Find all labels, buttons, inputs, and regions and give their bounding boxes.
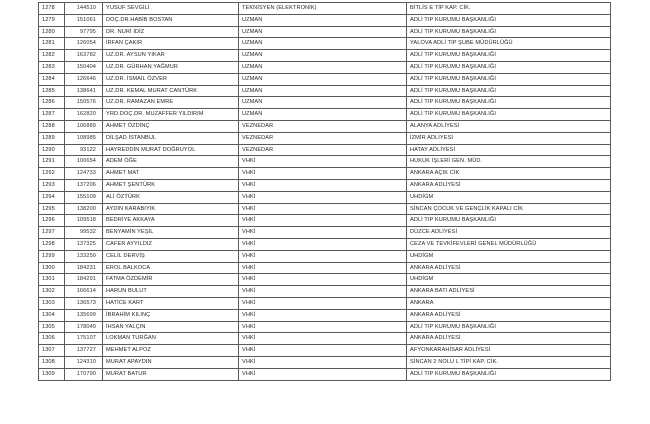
work-unit-cell: ADLİ TIP KURUMU BAŞKANLIĞI [407, 73, 611, 85]
work-unit-cell: İZMİR ADLİYESİ [407, 132, 611, 144]
row-number-cell: 1286 [39, 97, 65, 109]
job-title-cell: VHKİ [239, 333, 407, 345]
registry-number-cell: 126646 [65, 73, 103, 85]
work-unit-cell: HATAY ADLİYESİ [407, 144, 611, 156]
person-name-cell: ALİ ÖZTÜRK [103, 191, 239, 203]
person-name-cell: UZ.DR. İSMAİL ÖZVER [103, 73, 239, 85]
table-row [39, 179, 611, 191]
person-name-cell: CAFER AYYILDIZ [103, 238, 239, 250]
job-title-cell: TEKNİSYEN (ELEKTRONİK) [239, 3, 407, 15]
work-unit-cell: ADLİ TIP KURUMU BAŞKANLIĞI [407, 215, 611, 227]
person-name-cell: LOKMAN TURĞAN [103, 333, 239, 345]
row-number-cell: 1295 [39, 203, 65, 215]
work-unit-cell: UHDİGM [407, 191, 611, 203]
table-row [39, 203, 611, 215]
registry-number-cell: 136573 [65, 297, 103, 309]
registry-number-cell: 93122 [65, 144, 103, 156]
work-unit-cell: ADLİ TIP KURUMU BAŞKANLIĞI [407, 61, 611, 73]
registry-number-cell: 151061 [65, 14, 103, 26]
table-row [39, 191, 611, 203]
person-name-cell: MURAT BATUR [103, 368, 239, 380]
table-row [39, 3, 611, 15]
work-unit-cell: SİNCAN 2 NOLU L TİPİ KAP. CİK. [407, 356, 611, 368]
job-title-cell: VHKİ [239, 321, 407, 333]
person-name-cell: UZ.DR. KEMAL MURAT CANTÜRK [103, 85, 239, 97]
person-name-cell: UZ.DR. RAMAZAN EMRE [103, 97, 239, 109]
table-row [39, 97, 611, 109]
job-title-cell: VHKİ [239, 345, 407, 357]
registry-number-cell: 137206 [65, 179, 103, 191]
work-unit-cell: ADLİ TIP KURUMU BAŞKANLIĞI [407, 14, 611, 26]
job-title-cell: VHKİ [239, 274, 407, 286]
work-unit-cell: ANKARA ADLİYESİ [407, 309, 611, 321]
row-number-cell: 1290 [39, 144, 65, 156]
row-number-cell: 1292 [39, 168, 65, 180]
row-number-cell: 1305 [39, 321, 65, 333]
row-number-cell: 1302 [39, 286, 65, 298]
job-title-cell: VHKİ [239, 156, 407, 168]
table-row [39, 274, 611, 286]
table-row [39, 85, 611, 97]
work-unit-cell: ADLİ TIP KURUMU BAŞKANLIĞI [407, 26, 611, 38]
person-name-cell: İBRAHİM KILINÇ [103, 309, 239, 321]
table-body [39, 3, 611, 381]
person-name-cell: MURAT APAYDIN [103, 356, 239, 368]
job-title-cell: VHKİ [239, 286, 407, 298]
work-unit-cell: UHDİGM [407, 250, 611, 262]
row-number-cell: 1282 [39, 50, 65, 62]
registry-number-cell: 150404 [65, 61, 103, 73]
job-title-cell: VHKİ [239, 297, 407, 309]
work-unit-cell: ANKARA [407, 297, 611, 309]
work-unit-cell: ANKARA ADLİYESİ [407, 179, 611, 191]
person-name-cell: EROL BALKOCA [103, 262, 239, 274]
table-row [39, 61, 611, 73]
personnel-table [38, 2, 611, 381]
work-unit-cell: ANKARA ADLİYESİ [407, 333, 611, 345]
table-row [39, 368, 611, 380]
job-title-cell: VHKİ [239, 191, 407, 203]
registry-number-cell: 184291 [65, 274, 103, 286]
person-name-cell: UZ.DR. AYSUN YIKAR [103, 50, 239, 62]
table-row [39, 262, 611, 274]
row-number-cell: 1294 [39, 191, 65, 203]
row-number-cell: 1307 [39, 345, 65, 357]
row-number-cell: 1308 [39, 356, 65, 368]
work-unit-cell: ADLİ TIP KURUMU BAŞKANLIĞI [407, 50, 611, 62]
work-unit-cell: CEZA VE TEVKİFEVLERİ GENEL MÜDÜRLÜĞÜ [407, 238, 611, 250]
person-name-cell: AHMET MAT [103, 168, 239, 180]
row-number-cell: 1279 [39, 14, 65, 26]
job-title-cell: VHKİ [239, 368, 407, 380]
person-name-cell: AYDIN KARABIYIK [103, 203, 239, 215]
job-title-cell: VHKİ [239, 262, 407, 274]
registry-number-cell: 135699 [65, 309, 103, 321]
person-name-cell: BEDRİYE AKKAYA [103, 215, 239, 227]
job-title-cell: VHKİ [239, 238, 407, 250]
job-title-cell: VEZNEDAR [239, 132, 407, 144]
work-unit-cell: ADLİ TIP KURUMU BAŞKANLIĞI [407, 85, 611, 97]
job-title-cell: VHKİ [239, 309, 407, 321]
job-title-cell: UZMAN [239, 50, 407, 62]
registry-number-cell: 137325 [65, 238, 103, 250]
work-unit-cell: ANKARA BATI ADLİYESİ [407, 286, 611, 298]
work-unit-cell: SİNCAN ÇOCUK VE GENÇLİK KAPALI CİK [407, 203, 611, 215]
row-number-cell: 1299 [39, 250, 65, 262]
table-row [39, 321, 611, 333]
job-title-cell: VHKİ [239, 203, 407, 215]
table-row [39, 156, 611, 168]
table-row [39, 168, 611, 180]
job-title-cell: UZMAN [239, 38, 407, 50]
job-title-cell: VHKİ [239, 356, 407, 368]
registry-number-cell: 138641 [65, 85, 103, 97]
job-title-cell: VHKİ [239, 227, 407, 239]
registry-number-cell: 108985 [65, 132, 103, 144]
row-number-cell: 1283 [39, 61, 65, 73]
person-name-cell: DR. NURİ İDİZ [103, 26, 239, 38]
registry-number-cell: 155109 [65, 191, 103, 203]
row-number-cell: 1296 [39, 215, 65, 227]
person-name-cell: HARUN BULUT [103, 286, 239, 298]
person-name-cell: YRD.DOÇ.DR. MUZAFFER YILDIRIM [103, 109, 239, 121]
person-name-cell: İRFAN ÇAKIR [103, 38, 239, 50]
job-title-cell: UZMAN [239, 61, 407, 73]
row-number-cell: 1293 [39, 179, 65, 191]
person-name-cell: AHMET ÖZDİNÇ [103, 120, 239, 132]
person-name-cell: MEHMET ALPOZ [103, 345, 239, 357]
person-name-cell: DİLŞAD İSTANBUL [103, 132, 239, 144]
registry-number-cell: 178049 [65, 321, 103, 333]
table-row [39, 120, 611, 132]
job-title-cell: VHKİ [239, 250, 407, 262]
job-title-cell: UZMAN [239, 14, 407, 26]
row-number-cell: 1280 [39, 26, 65, 38]
row-number-cell: 1304 [39, 309, 65, 321]
work-unit-cell: ANKARA AÇIK CİK [407, 168, 611, 180]
job-title-cell: VHKİ [239, 168, 407, 180]
work-unit-cell: ADLİ TIP KURUMU BAŞKANLIĞI [407, 97, 611, 109]
person-name-cell: İHSAN YALÇIN [103, 321, 239, 333]
table-row [39, 14, 611, 26]
person-name-cell: AHMET ŞENTÜRK [103, 179, 239, 191]
row-number-cell: 1285 [39, 85, 65, 97]
registry-number-cell: 109518 [65, 215, 103, 227]
person-name-cell: BENYAMİN YEŞİL [103, 227, 239, 239]
row-number-cell: 1281 [39, 38, 65, 50]
person-name-cell: ADEM ÖĞE [103, 156, 239, 168]
person-name-cell: HAYREDDİN MURAT DOĞRUYOL [103, 144, 239, 156]
registry-number-cell: 184231 [65, 262, 103, 274]
row-number-cell: 1298 [39, 238, 65, 250]
table-row [39, 50, 611, 62]
registry-number-cell: 124310 [65, 356, 103, 368]
registry-number-cell: 150576 [65, 97, 103, 109]
row-number-cell: 1288 [39, 120, 65, 132]
table-row [39, 356, 611, 368]
table-row [39, 73, 611, 85]
work-unit-cell: ALANYA ADLİYESİ [407, 120, 611, 132]
table-row [39, 227, 611, 239]
row-number-cell: 1284 [39, 73, 65, 85]
registry-number-cell: 137727 [65, 345, 103, 357]
work-unit-cell: ADLİ TIP KURUMU BAŞKANLIĞI [407, 109, 611, 121]
table-row [39, 132, 611, 144]
work-unit-cell: YALOVA ADLİ TIP ŞUBE MÜDÜRLÜĞÜ [407, 38, 611, 50]
table-row [39, 26, 611, 38]
work-unit-cell: ADLİ TIP KURUMU BAŞKANLIĞI [407, 368, 611, 380]
job-title-cell: UZMAN [239, 85, 407, 97]
job-title-cell: UZMAN [239, 73, 407, 85]
table-row [39, 345, 611, 357]
registry-number-cell: 144510 [65, 3, 103, 15]
work-unit-cell: AFYONKARAHİSAR ADLİYESİ [407, 345, 611, 357]
table-row [39, 144, 611, 156]
job-title-cell: VEZNEDAR [239, 144, 407, 156]
work-unit-cell: UHDİGM [407, 274, 611, 286]
registry-number-cell: 100654 [65, 156, 103, 168]
table-row [39, 309, 611, 321]
job-title-cell: UZMAN [239, 97, 407, 109]
job-title-cell: VHKİ [239, 179, 407, 191]
registry-number-cell: 99532 [65, 227, 103, 239]
table-row [39, 286, 611, 298]
registry-number-cell: 106889 [65, 120, 103, 132]
table-row [39, 215, 611, 227]
document-page [38, 2, 610, 381]
registry-number-cell: 97795 [65, 26, 103, 38]
registry-number-cell: 126054 [65, 38, 103, 50]
person-name-cell: DOÇ.DR.HABİB BOSTAN [103, 14, 239, 26]
registry-number-cell: 170790 [65, 368, 103, 380]
registry-number-cell: 133250 [65, 250, 103, 262]
job-title-cell: UZMAN [239, 26, 407, 38]
table-row [39, 38, 611, 50]
work-unit-cell: ANKARA ADLİYESİ [407, 262, 611, 274]
row-number-cell: 1306 [39, 333, 65, 345]
person-name-cell: UZ.DR. GÜRHAN YAĞMUR [103, 61, 239, 73]
registry-number-cell: 175107 [65, 333, 103, 345]
row-number-cell: 1289 [39, 132, 65, 144]
registry-number-cell: 166614 [65, 286, 103, 298]
registry-number-cell: 163782 [65, 50, 103, 62]
table-row [39, 333, 611, 345]
job-title-cell: VHKİ [239, 215, 407, 227]
row-number-cell: 1303 [39, 297, 65, 309]
registry-number-cell: 124733 [65, 168, 103, 180]
table-row [39, 238, 611, 250]
job-title-cell: UZMAN [239, 109, 407, 121]
registry-number-cell: 162820 [65, 109, 103, 121]
person-name-cell: CELİL DERVİŞ [103, 250, 239, 262]
work-unit-cell: DÜZCE ADLİYESİ [407, 227, 611, 239]
work-unit-cell: HUKUK İŞLERİ GEN. MÜD. [407, 156, 611, 168]
job-title-cell: VEZNEDAR [239, 120, 407, 132]
row-number-cell: 1278 [39, 3, 65, 15]
table-row [39, 250, 611, 262]
registry-number-cell: 138200 [65, 203, 103, 215]
table-row [39, 109, 611, 121]
person-name-cell: YUSUF SEVGİLİ [103, 3, 239, 15]
row-number-cell: 1300 [39, 262, 65, 274]
row-number-cell: 1301 [39, 274, 65, 286]
person-name-cell: HATİCE KART [103, 297, 239, 309]
row-number-cell: 1287 [39, 109, 65, 121]
row-number-cell: 1309 [39, 368, 65, 380]
table-row [39, 297, 611, 309]
work-unit-cell: BİTLİS E TİP KAP. CİK. [407, 3, 611, 15]
row-number-cell: 1297 [39, 227, 65, 239]
work-unit-cell: ADLİ TIP KURUMU BAŞKANLIĞI [407, 321, 611, 333]
person-name-cell: FATMA ÖZDEMİR [103, 274, 239, 286]
row-number-cell: 1291 [39, 156, 65, 168]
